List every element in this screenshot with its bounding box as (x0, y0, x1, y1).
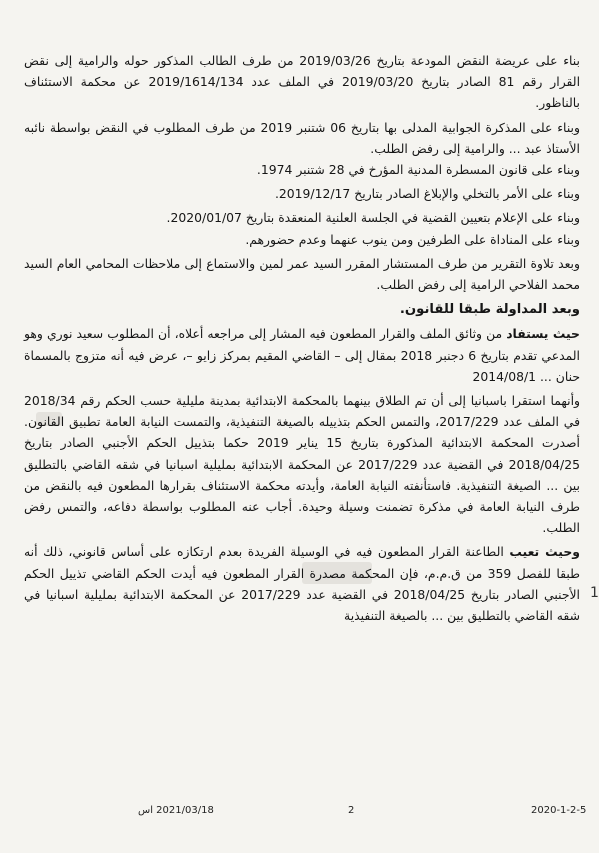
paragraph-4: وبناء على الأمر بالتخلي والإبلاغ الصادر بتاريخ 2019/12/17. (274, 186, 580, 202)
paragraph-facts: حيث يستفاد من وثائق الملف والقرار المطعون فيه المشار إلى مراجعه أعلاه، أن المطلوب سعيد نوري وهو المدعي تقدم بتاريخ 6 دجنبر 2018 بمقال إلى – القاضي المقيم بمركز زايو –، عرض فيه أنه متزوج بالمسماة حنان ... 2014/08/1 (24, 326, 580, 384)
footer-date: 2021/03/18 اس (138, 805, 214, 816)
page-footer (0, 805, 599, 825)
paragraph-2: وبناء على المذكرة الجوابية المدلى بها بتاريخ 06 شتنبر 2019 من طرف المطلوب في النقض بواسطة نائبه الأستاذ عبد ... والرامية إلى رفض الطلب. (24, 119, 580, 156)
footer-file-number: 2020-1-2-5 (531, 805, 587, 816)
footer-page-number: 2 (348, 805, 355, 816)
paragraph-grounds: وحيث تعيب الطاعنة القرار المطعون فيه في الوسيلة الفريدة بعدم ارتكازه على أساس قانوني، ذلك أنه طبقا للفصل 359 من ق.م.م، فإن المحكمة مصدرة القرار المطعون فيه أيدت الحكم القاضي تذييل الحكم الأجنبي الصادر بتاريخ 2018/04/25 في القضية عدد 2017/229 عن المحكمة الابتدائية بمليلية اسبانيا في شقه القاضي بالتطليق بين ... بالصيغة التنفيذية (24, 544, 581, 624)
paragraph-6: وبناء على المناداة على الطرفين ومن ينوب عنهما وعدم حضورهم. (245, 231, 580, 247)
paragraph-3: وبناء على قانون المسطرة المدنية المؤرخ في 28 شتنبر 1974. (256, 162, 580, 178)
paragraph-5: وبناء على الإعلام بتعيين القضية في الجلسة العلنية المنعقدة بتاريخ 2020/01/07. (166, 210, 580, 226)
paragraph-7: وبعد تلاوة التقرير من طرف المستشار المقرر السيد عمر لمين والاستماع إلى ملاحظات المحامي العام السيد محمد الفلاحي الرامية إلى رفض الطلب. (24, 255, 580, 293)
decision-body (24, 50, 580, 626)
paragraph-1: بناء على عريضة النقض المودعة بتاريخ 2019/03/26 من طرف الطالب المذكور حوله والرامية إلى نقض القرار رقم 81 الصادر بتاريخ 2019/03/20 في الملف عدد 2019/1614/134 عن محكمة الاستئناف بالناظور. (24, 53, 581, 111)
edge-mark: 1 (590, 585, 599, 601)
section-heading: وبعد المداولة طبقا للقانون. (399, 302, 580, 318)
paragraph-procedure: وأنهما استقرا باسبانيا إلى أن تم الطلاق بينهما بالمحكمة الابتدائية بمدينة مليلية حسب الحكم رقم 2018/34 في الملف عدد 2017/229، والتمس الحكم بتذييله بالصيغة التنفيذية، والتمست النيابة العامة تطبيق القانون. أصدرت المحكمة الابتدائية المذكورة بتاريخ 15 يناير 2019 حكما بتذييل الحكم الأجنبي الصادر بتاريخ 2018/04/25 في القضية عدد 2017/229 عن المحكمة الابتدائية بمليلية اسبانيا في شقه القاضي بالتطليق بين ... الصيغة التنفيذية. فاستأنفته النيابة العامة، وأيدته محكمة الاستئناف بقرارها المطعون فيه بالنقض من طرف النيابة العامة في مذكرة تضمنت وسيلة وحيدة. أجاب عنه المطلوب بواسطة دفاعه، والتمس رفض الطلب. (24, 393, 580, 536)
